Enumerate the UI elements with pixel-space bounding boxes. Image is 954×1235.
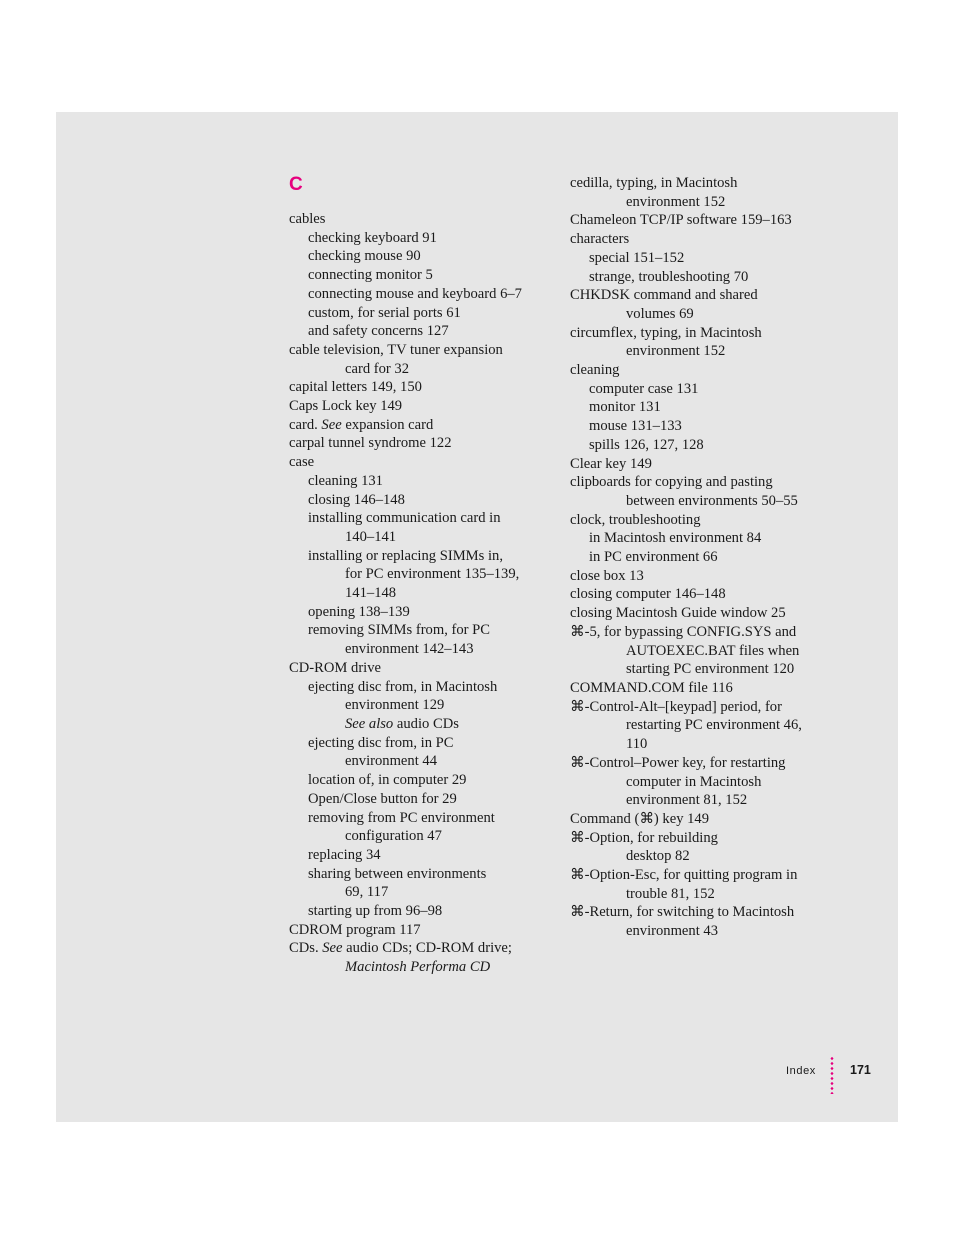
index-entry: closing 146–148 [308, 491, 405, 508]
index-entry: environment 43 [626, 923, 719, 940]
index-entry: ⌘-Control-Alt–[keypad] period, for [570, 698, 782, 715]
index-column-right [570, 174, 830, 941]
index-entry: starting up from 96–98 [308, 903, 443, 920]
index-entry: closing computer 146–148 [570, 586, 726, 603]
index-entry: Chameleon TCP/IP software 159–163 [570, 212, 792, 229]
right-entry-list [570, 174, 830, 941]
index-entry: computer case 131 [589, 380, 699, 397]
index-entry: COMMAND.COM file 116 [570, 679, 733, 696]
index-entry: CDs. See audio CDs; CD-ROM drive; [289, 940, 512, 957]
index-entry: environment 142–143 [345, 641, 474, 658]
index-entry: 110 [626, 736, 648, 753]
index-entry: clock, troubleshooting [570, 511, 701, 528]
index-entry: Clear key 149 [570, 455, 652, 472]
index-entry: ⌘-5, for bypassing CONFIG.SYS and [570, 623, 797, 640]
footer-section-label: Index [786, 1065, 816, 1077]
index-entry: close box 13 [570, 567, 644, 584]
index-entry: cedilla, typing, in Macintosh [570, 175, 738, 191]
index-entry: ⌘-Option-Esc, for quitting program in [570, 867, 798, 884]
index-entry: sharing between environments [308, 865, 487, 882]
index-entry: cables [289, 211, 326, 227]
index-entry: cable television, TV tuner expansion [289, 341, 503, 358]
index-entry: CHKDSK command and shared [570, 287, 758, 304]
index-entry: CDROM program 117 [289, 921, 421, 938]
index-entry: opening 138–139 [308, 603, 410, 620]
index-entry: ⌘-Option, for rebuilding [570, 829, 718, 846]
index-entry: connecting monitor 5 [308, 267, 433, 284]
index-entry: 69, 117 [345, 884, 389, 901]
index-entry: and safety concerns 127 [308, 323, 449, 340]
index-entry: removing SIMMs from, for PC [308, 622, 491, 639]
index-entry: ⌘-Control–Power key, for restarting [570, 754, 786, 771]
index-entry: cleaning 131 [308, 472, 383, 489]
index-entry: card for 32 [345, 360, 410, 377]
index-entry: mouse 131–133 [589, 418, 682, 435]
index-entry: case [289, 454, 315, 471]
index-entry: removing from PC environment [308, 809, 495, 826]
index-entry: carpal tunnel syndrome 122 [289, 435, 452, 452]
index-entry: volumes 69 [626, 305, 694, 322]
index-entry: environment 152 [626, 343, 726, 360]
index-entry: environment 152 [626, 193, 726, 210]
index-entry: clipboards for copying and pasting [570, 474, 773, 491]
index-entry: spills 126, 127, 128 [589, 436, 704, 453]
index-entry: replacing 34 [308, 846, 381, 863]
index-entry: environment 129 [345, 697, 445, 714]
index-entry: computer in Macintosh [626, 773, 762, 790]
index-entry: CD-ROM drive [289, 659, 382, 676]
index-entry: closing Macintosh Guide window 25 [570, 605, 786, 622]
index-entry: See also audio CDs [345, 715, 459, 732]
index-entry: ⌘-Return, for switching to Macintosh [570, 904, 795, 921]
section-letter: C [289, 174, 303, 195]
index-entry: AUTOEXEC.BAT files when [626, 642, 800, 659]
index-entry: monitor 131 [589, 399, 661, 416]
index-entry: characters [570, 231, 630, 248]
index-entry: installing communication card in [308, 510, 501, 527]
index-entry: 141–148 [345, 585, 397, 602]
index-column-left [289, 174, 551, 977]
index-entry: trouble 81, 152 [626, 885, 715, 902]
index-entry: installing or replacing SIMMs in, [308, 547, 503, 564]
index-entry: 140–141 [345, 528, 397, 545]
index-entry: ejecting disc from, in Macintosh [308, 678, 498, 695]
index-entry: in Macintosh environment 84 [589, 530, 762, 547]
index-entry: checking keyboard 91 [308, 229, 437, 246]
index-entry: ejecting disc from, in PC [308, 734, 454, 751]
footer-dotted-rule [830, 1056, 834, 1094]
index-entry: circumflex, typing, in Macintosh [570, 324, 762, 341]
index-entry: in PC environment 66 [589, 549, 718, 566]
index-entry: configuration 47 [345, 828, 442, 845]
index-entry: Caps Lock key 149 [289, 398, 403, 415]
index-entry: environment 81, 152 [626, 792, 748, 809]
index-entry: checking mouse 90 [308, 248, 421, 265]
index-entry: Macintosh Performa CD [345, 959, 491, 976]
index-entry: desktop 82 [626, 848, 690, 865]
page-number: 171 [850, 1063, 871, 1077]
index-entry: starting PC environment 120 [626, 661, 795, 678]
index-entry: strange, troubleshooting 70 [589, 268, 749, 285]
index-entry: Command (⌘) key 149 [570, 810, 710, 827]
index-entry: between environments 50–55 [626, 492, 798, 509]
left-entry-list [289, 210, 551, 977]
index-entry: Open/Close button for 29 [308, 790, 457, 807]
index-entry: custom, for serial ports 61 [308, 304, 461, 321]
index-entry: special 151–152 [589, 249, 685, 266]
index-entry: for PC environment 135–139, [345, 566, 520, 583]
index-entry: card. See expansion card [289, 416, 434, 433]
index-entry: environment 44 [345, 753, 438, 770]
index-entry: cleaning [570, 362, 620, 379]
index-entry: location of, in computer 29 [308, 772, 467, 789]
index-entry: restarting PC environment 46, [626, 717, 802, 734]
index-entry: capital letters 149, 150 [289, 379, 422, 396]
index-entry: connecting mouse and keyboard 6–7 [308, 285, 522, 302]
